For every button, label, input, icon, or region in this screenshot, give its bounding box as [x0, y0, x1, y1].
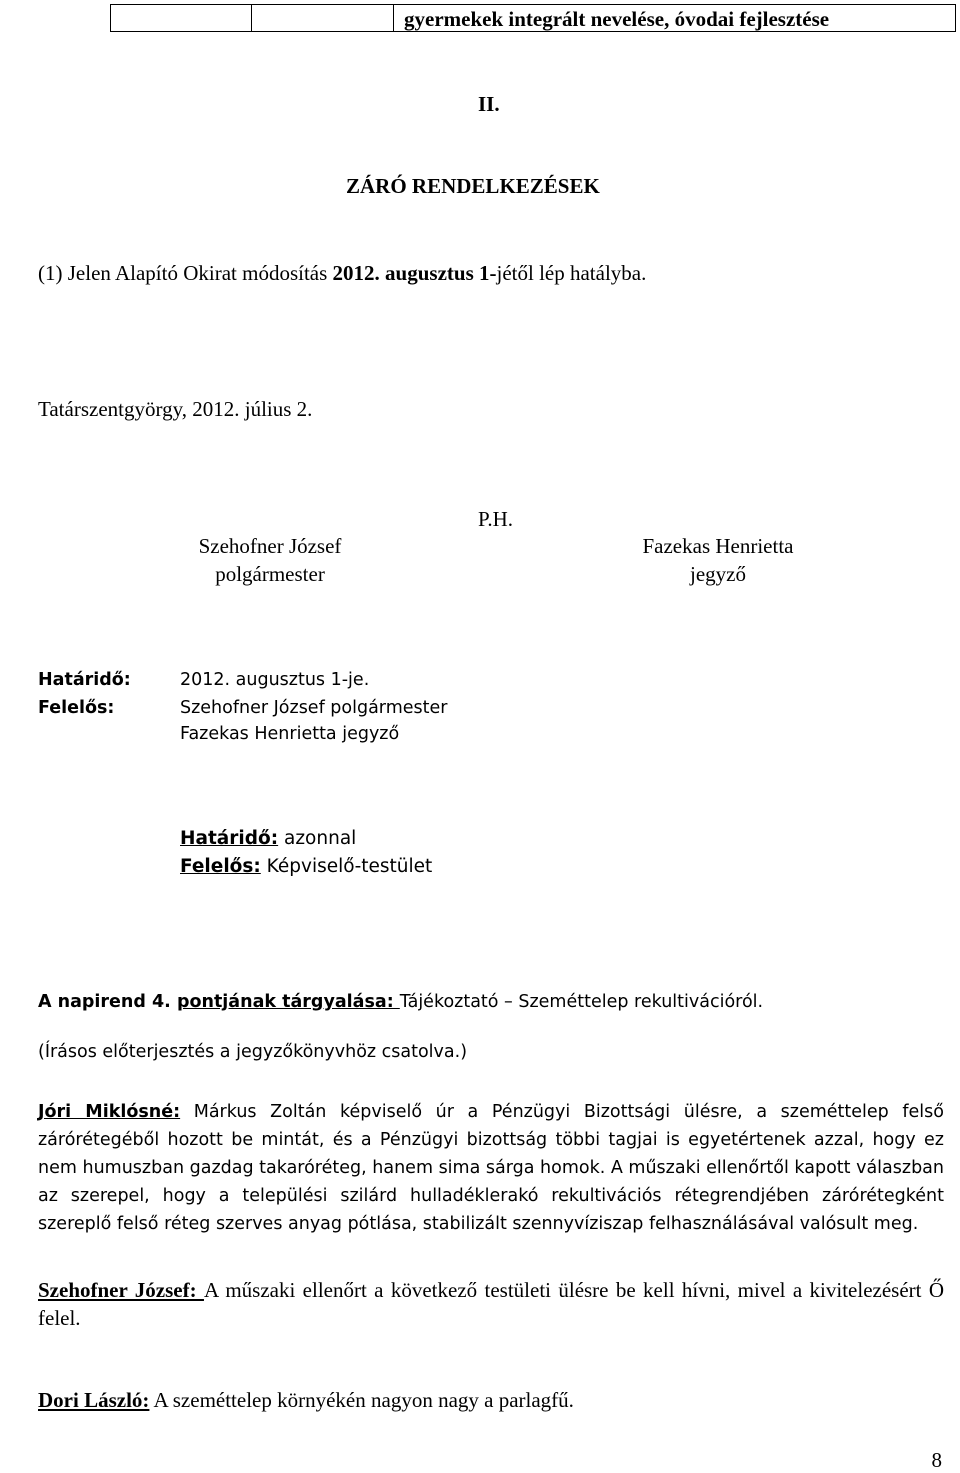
seal-mark: P.H. — [478, 507, 514, 531]
speaker-name: Szehofner József: — [38, 1278, 204, 1302]
responsible-line-1: Szehofner József polgármester — [180, 698, 448, 718]
page-number: 8 — [931, 1448, 942, 1472]
signatory-name: Szehofner József — [198, 534, 342, 558]
clause-date: 2012. augusztus 1- — [332, 261, 497, 285]
clause-suffix: jétől lép hatályba. — [496, 261, 647, 285]
agenda-label-underlined: pontjának tárgyalása: — [176, 992, 400, 1012]
signatory-role: jegyző — [690, 562, 746, 586]
responsible-label: Felelős: — [180, 856, 261, 877]
signature-left — [150, 532, 390, 588]
deadline-label: Határidő: — [180, 828, 279, 849]
responsible-line-2: Fazekas Henrietta jegyző — [180, 724, 400, 744]
place-date: Tatárszentgyörgy, 2012. július 2. — [38, 397, 313, 421]
speaker-paragraph — [38, 1098, 944, 1238]
deadline-line — [180, 828, 356, 849]
speaker-paragraph — [38, 1276, 944, 1332]
agenda-note: (Írásos előterjesztés a jegyzőkönyvhöz csatolva.) — [38, 1042, 468, 1062]
clause-text — [38, 260, 646, 286]
table-divider — [393, 5, 394, 31]
deadline-value: azonnal — [278, 828, 357, 849]
paragraph-text: A szeméttelep környékén nagyon nagy a parlagfű. — [149, 1388, 574, 1412]
section-title: ZÁRÓ RENDELKEZÉSEK — [346, 174, 600, 198]
responsible-line — [180, 856, 432, 877]
section-number: II. — [478, 92, 500, 116]
table-cell-text: gyermekek integrált nevelése, óvodai fejlesztése — [404, 7, 830, 31]
paragraph-text: Márkus Zoltán képviselő úr a Pénzügyi Bizottsági ülésre, a szeméttelep felső zárórétegéből hozott be mintát, és a Pénzügyi bizottság többi tagjai is egyetértenek azzal, hogy ez nem humuszban gazdag takaróréteg, hanem sima sárga homok. A műszaki ellenőrtől kapott válaszban az szerepel, hogy a települési szilárd hulladéklerakó rekultivációs rétegrendjében zárórétegként szereplő felső réteg szerves anyag pótlása, stabilizált szennyvíziszap felhasználásával valósult meg. — [38, 1102, 944, 1234]
agenda-label: A napirend 4. — [38, 992, 177, 1012]
signatory-role: polgármester — [215, 562, 325, 586]
speaker-paragraph — [38, 1386, 944, 1414]
deadline-value: 2012. augusztus 1-je. — [180, 670, 370, 690]
clause-prefix: (1) Jelen Alapító Okirat módosítás — [38, 261, 333, 285]
deadline-label: Határidő: — [38, 670, 131, 690]
signature-right — [600, 532, 836, 588]
speaker-name: Jóri Miklósné: — [38, 1102, 181, 1122]
responsible-label: Felelős: — [38, 698, 115, 718]
table-divider — [251, 5, 252, 31]
signatory-name: Fazekas Henrietta — [642, 534, 794, 558]
agenda-title: Tájékoztató – Szeméttelep rekultivációról. — [399, 992, 764, 1012]
paragraph-text: A műszaki ellenőrt a következő testületi ülésre be kell hívni, mivel a kivitelezésért Ő felel. — [38, 1278, 944, 1330]
responsible-value: Képviselő-testület — [260, 856, 433, 877]
speaker-name: Dori László: — [38, 1388, 150, 1412]
agenda-heading — [38, 992, 763, 1012]
